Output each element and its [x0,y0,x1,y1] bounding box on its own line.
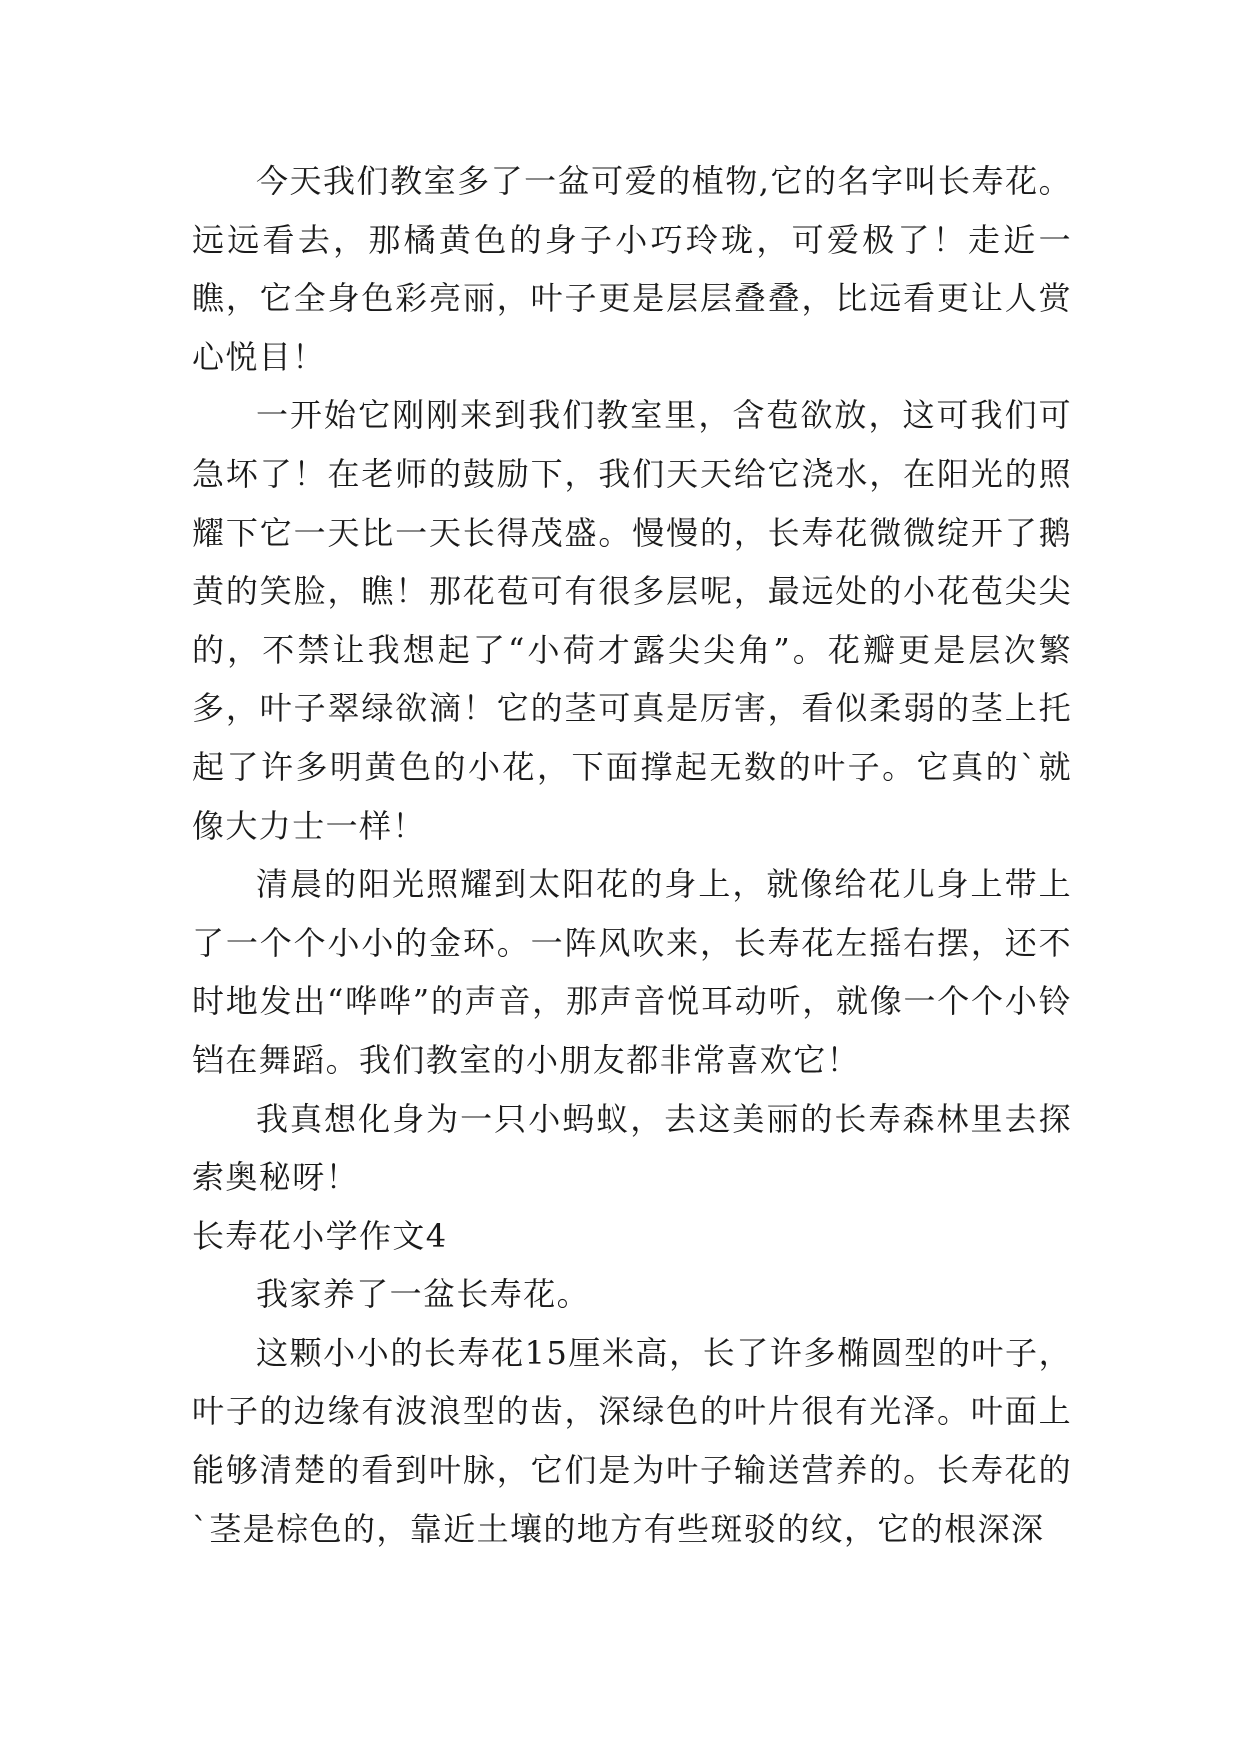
essay-heading: 长寿花小学作文4 [192,1216,448,1255]
paragraph-description: 这颗小小的长寿花15厘米高，长了许多椭圆型的叶子，叶子的边缘有波浪型的齿，深绿色的叶片很有光泽。叶面上能够清楚的看到叶脉，它们是为叶子输送营养的。长寿花的`茎是棕色的，靠近土壤的地方有些斑驳的纹，它的根深深 [192,1333,1072,1548]
paragraph-wish: 我真想化身为一只小蚂蚁，去这美丽的长寿森林里去探索奥秘呀！ [192,1099,1072,1197]
paragraph-home: 我家养了一盆长寿花。 [256,1275,591,1314]
document-body [192,152,1072,1558]
paragraph-intro: 今天我们教室多了一盆可爱的植物,它的名字叫长寿花。远远看去，那橘黄色的身子小巧玲珑，可爱极了！走近一瞧，它全身色彩亮丽，叶子更是层层叠叠，比远看更让人赏心悦目！ [192,162,1072,376]
paragraph-morning: 清晨的阳光照耀到太阳花的身上，就像给花儿身上带上了一个个小小的金环。一阵风吹来，长寿花左摇右摆，还不时地发出“哗哗”的声音，那声音悦耳动听，就像一个个小铃铛在舞蹈。我们教室的小朋友都非常喜欢它！ [192,865,1072,1079]
paragraph-growth: 一开始它刚刚来到我们教室里，含苞欲放，这可我们可急坏了！在老师的鼓励下，我们天天给它浇水，在阳光的照耀下它一天比一天长得茂盛。慢慢的，长寿花微微绽开了鹅黄的笑脸，瞧！那花苞可有很多层呢，最远处的小花苞尖尖的，不禁让我想起了“小荷才露尖尖角”。花瓣更是层次繁多，叶子翠绿欲滴！它的茎可真是厉害，看似柔弱的茎上托起了许多明黄色的小花，下面撑起无数的叶子。它真的`就像大力士一样！ [192,396,1072,845]
